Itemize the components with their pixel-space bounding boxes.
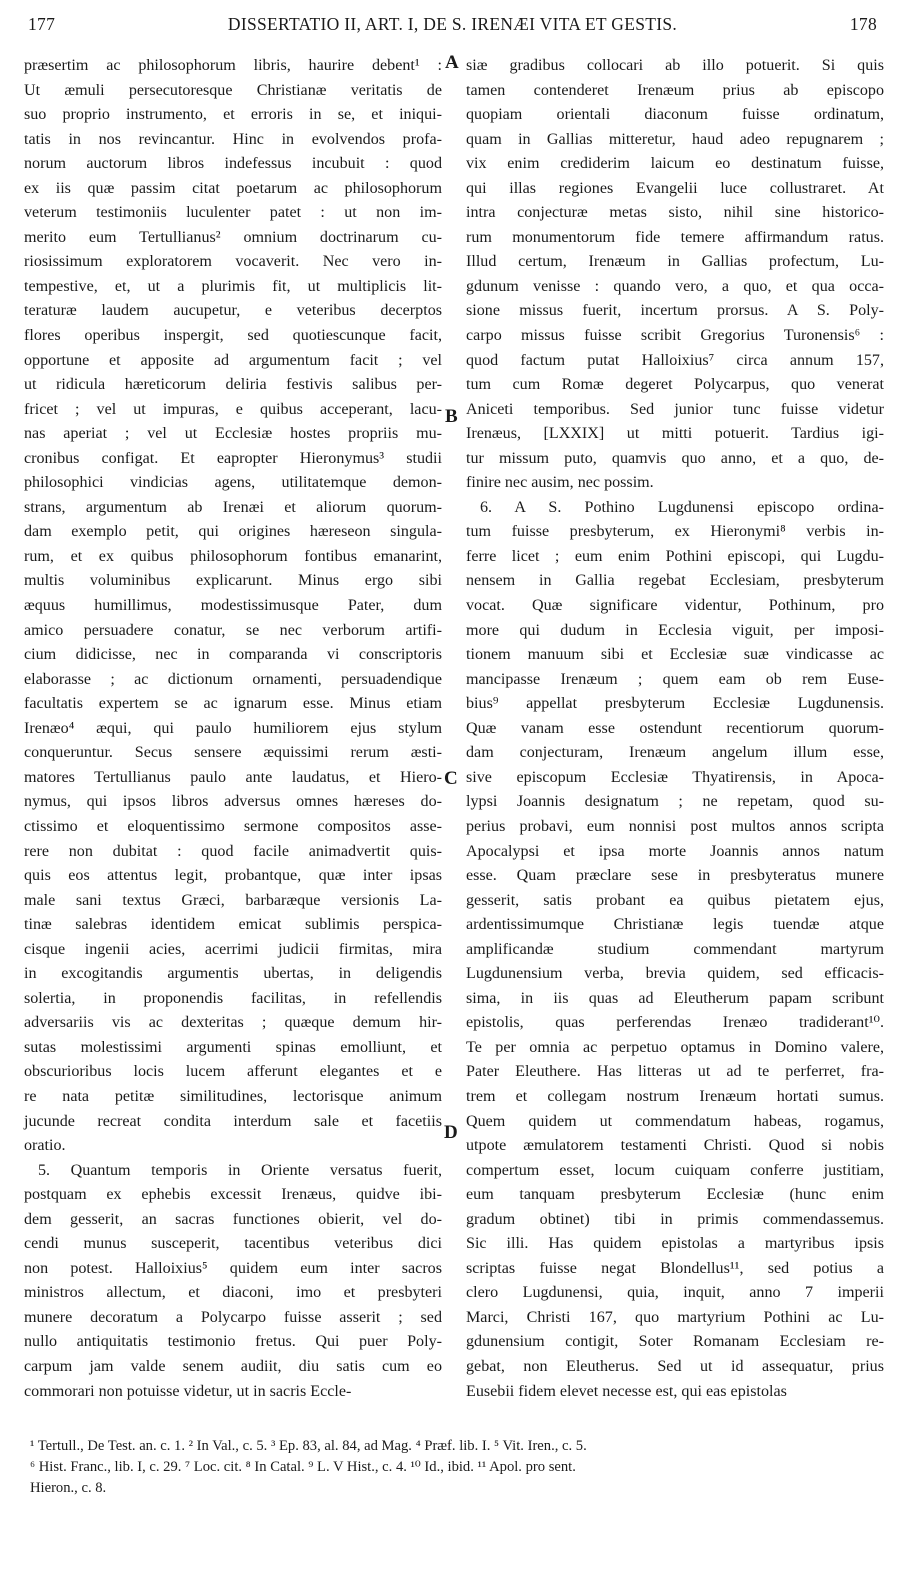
text-line: suo proprio instrumento, et erroris in se, et iniqui- xyxy=(24,106,442,124)
text-line: gesserit, satis probant ea quibus pietatem ejus, xyxy=(466,891,884,909)
text-line: flores operibus inspergit, sed quotiescunque facit, xyxy=(24,327,442,345)
text-line: philosophici vindicias agens, utilitatemque demon- xyxy=(24,474,442,492)
text-line: male sani textus Græci, barbaræque versionis La- xyxy=(24,891,442,909)
text-line: utpote æmulatorem testamenti Christi. Quod si nobis xyxy=(466,1137,884,1155)
text-line: vix enim crediderim laicum eo destinatum fuisse, xyxy=(466,155,884,173)
text-line: trem et collegam nostrum Irenæum hortati sumus. xyxy=(466,1087,884,1105)
text-line: mancipasse Irenæum ; quem eam ob rem Euse- xyxy=(466,670,884,688)
text-line: intra conjecturæ metas sisto, nihil sine historico- xyxy=(466,204,884,222)
text-line: more qui dudum in Ecclesia viguit, per imposi- xyxy=(466,621,884,639)
text-line: cronibus configat. Et eapropter Hieronymus³ studii xyxy=(24,449,442,467)
text-line: esse. Quam præclare sese in presbyteratus munere xyxy=(466,867,884,885)
text-line: tinæ salebras identidem emicat sublimis perspica- xyxy=(24,916,442,934)
text-line: æquus humillimus, modestissimusque Pater, dum xyxy=(24,597,442,615)
text-line: Te per omnia ac perpetuo optamus in Domino valere, xyxy=(466,1038,884,1056)
text-line: solertia, in proponendis facilitas, in refellendis xyxy=(24,989,442,1007)
text-line: fricet ; vel ut impuras, e quibus acceperant, lacu- xyxy=(24,400,442,418)
text-line: 5. Quantum temporis in Oriente versatus fuerit, xyxy=(38,1161,442,1179)
text-line: ferre licet ; eum enim Pothini episcopi, qui Lugdu- xyxy=(466,547,884,565)
text-line: perius probavi, eum nonnisi post multos annos scripta xyxy=(466,817,884,835)
text-line: gdunum venisse : quando vero, a quo, et qua occa- xyxy=(466,277,884,295)
text-line: gradum obtinet) tibi in primis commendassemus. xyxy=(466,1210,884,1228)
text-line: Quem quidem ut commendatum habeas, rogamus, xyxy=(466,1112,884,1130)
text-line: ardentissimumque Christianæ legis tuendæ atque xyxy=(466,916,884,934)
text-line: conqueruntur. Secus sensere æquissimi rerum æsti- xyxy=(24,744,442,762)
text-line: vocat. Quæ significare videntur, Pothinum, pro xyxy=(466,597,884,615)
text-line: nensem in Gallia regebat Ecclesiam, presbyterum xyxy=(466,572,884,590)
text-line: Illud certum, Irenæum in Gallias profectum, Lu- xyxy=(466,253,884,271)
text-line: tatis in nos revincantur. Hinc in evolvendos profa- xyxy=(24,130,442,148)
text-line: rum monumentorum fide temere affirmandum ratus. xyxy=(466,228,884,246)
text-line: epistolis, quas perferendas Irenæo tradiderant¹⁰. xyxy=(466,1014,884,1032)
text-line: obscurioribus locis lucem afferunt elegantes et e xyxy=(24,1063,442,1081)
text-line: Ut æmuli persecutoresque Christianæ veritatis de xyxy=(24,81,442,99)
text-line: clero Lugdunensi, quia, inquit, anno 7 imperii xyxy=(466,1284,884,1302)
text-line: cendi munus susceperit, tacentibus veteribus dici xyxy=(24,1235,442,1253)
text-line: multis voluminibus explicarunt. Minus ergo sibi xyxy=(24,572,442,590)
text-line: gdunensium contigit, Soter Romanam Ecclesiam re- xyxy=(466,1333,884,1351)
page-number-left: 177 xyxy=(28,14,56,34)
left-column xyxy=(24,54,442,1404)
text-line: jucunde recreat condita interdum sale et facetiis xyxy=(24,1112,442,1130)
text-line: bius⁹ appellat presbyterum Ecclesiæ Lugdunensis. xyxy=(466,695,884,713)
text-line: sive episcopum Ecclesiæ Thyatirensis, in Apoca- xyxy=(466,768,884,786)
text-line: dam exemplo petit, qui origines hæreseon singula- xyxy=(24,523,442,541)
text-line: Marci, Christi 167, quo martyrium Pothini ac Lu- xyxy=(466,1308,884,1326)
text-line: carpo missus fuisse scribit Gregorius Turonensis⁶ : xyxy=(466,327,884,345)
text-line: in excogitandis argumentis ubertas, in deligendis xyxy=(24,965,442,983)
text-line: Irenæus, [LXXIX] ut mitti potuerit. Tardius igi- xyxy=(466,425,884,443)
text-line: sima, in iis quas ad Eleutherum papam scribunt xyxy=(466,989,884,1007)
text-line: Apocalypsi et ipsa morte Joannis annos natum xyxy=(466,842,884,860)
margin-marker-b: B xyxy=(445,406,458,427)
text-line: tum fuisse presbyterum, ex Hieronymi⁸ verbis in- xyxy=(466,523,884,541)
footnote-line: ¹ Tertull., De Test. an. c. 1. ² In Val., c. 5. ³ Ep. 83, al. 84, ad Mag. ⁴ Præf. lib. I. ⁵ Vit. Iren., c. 5. xyxy=(30,1438,587,1454)
text-line: tamen contenderet Irenæum prius ab episcopo xyxy=(466,81,884,99)
text-line: ut ridicula hæreticorum deliria festivis salibus per- xyxy=(24,376,442,394)
text-line: strans, argumentum ab Irenæi et aliorum quorum- xyxy=(24,498,442,516)
text-line: cium didicisse, nec in comparanda vi conscriptoris xyxy=(24,646,442,664)
text-line: sione missus fuerit, incertum prorsus. A S. Poly- xyxy=(466,302,884,320)
text-line: Lugdunensium verba, brevia quidem, sed efficacis- xyxy=(466,965,884,983)
text-line: cisque ingenii acies, acerrimi judicii firmitas, mira xyxy=(24,940,442,958)
text-line: quis eos attentus legit, probantque, quæ inter ipsas xyxy=(24,867,442,885)
text-line: rum, et ex quibus philosophorum fontibus emanarint, xyxy=(24,547,442,565)
text-line: veterum testimoniis luculenter patet : ut non im- xyxy=(24,204,442,222)
text-line: nullo antiquitatis testimonio fretus. Qui puer Poly- xyxy=(24,1333,442,1351)
margin-marker-a: A xyxy=(445,52,459,73)
text-line: adversariis vis ac dexteritas ; quæque demum hir- xyxy=(24,1014,442,1032)
text-line: tur missum puto, quamvis quo anno, et a quo, de- xyxy=(466,449,884,467)
text-line: elaborasse ; ac dictionum ornamenti, persuadendique xyxy=(24,670,442,688)
text-line: scriptas fuisse negat Blondellus¹¹, sed potius a xyxy=(466,1259,884,1277)
text-line: ctissimo et eloquentissimo sermone compositos asse- xyxy=(24,817,442,835)
text-line: ministros allectum, et diaconi, imo et presbyteri xyxy=(24,1284,442,1302)
text-line: dem gesserit, an sacras functiones obierit, vel do- xyxy=(24,1210,442,1228)
text-line: quopiam orientali diaconum fuisse ordinatum, xyxy=(466,106,884,124)
text-line: riosissimum exploratorem vocaverit. Nec vero in- xyxy=(24,253,442,271)
right-column xyxy=(466,54,884,1404)
text-line: re nata petitæ similitudines, lectorisque animum xyxy=(24,1087,442,1105)
text-line: nas aperiat ; vel ut Ecclesiæ hostes propriis mu- xyxy=(24,425,442,443)
text-line: munere decoratum a Polycarpo fuisse asserit ; sed xyxy=(24,1308,442,1326)
text-line: finire nec ausim, nec possim. xyxy=(466,474,654,492)
text-line: postquam ex ephebis excessit Irenæus, quidve ibi- xyxy=(24,1186,442,1204)
text-line: amplificandæ studium commendant martyrum xyxy=(466,940,884,958)
margin-marker-c: C xyxy=(444,768,458,789)
text-line: compertum esset, locum cuiquam conferre justitiam, xyxy=(466,1161,884,1179)
text-line: tempestive, et, ut a plurimis fit, ut multiplicis lit- xyxy=(24,277,442,295)
text-line: nymus, qui ipsos libros adversus omnes hæreses do- xyxy=(24,793,442,811)
text-line: sutas molestissimi argumenti spinas emolliunt, et xyxy=(24,1038,442,1056)
footnote-line: ⁶ Hist. Franc., lib. I, c. 29. ⁷ Loc. cit. ⁸ In Catal. ⁹ L. V Hist., c. 4. ¹⁰ Id., ibid. ¹¹ Apol. pro sent. xyxy=(30,1459,576,1475)
margin-marker-d: D xyxy=(444,1122,458,1143)
text-line: amico persuadere conatur, se nec verborum artifi- xyxy=(24,621,442,639)
text-line: quam in Gallias mitteretur, haud adeo repugnarem ; xyxy=(466,130,884,148)
footnote-line: Hieron., c. 8. xyxy=(30,1480,107,1496)
text-line: tum cum Romæ degeret Polycarpus, quo venerat xyxy=(466,376,884,394)
text-line: gebat, non Eleutherus. Sed ut id assequatur, prius xyxy=(466,1357,884,1375)
text-line: matores Tertullianus paulo ante laudatus, et Hiero- xyxy=(24,768,442,786)
text-line: facultatis expertem se ac ignarum esse. Minus etiam xyxy=(24,695,442,713)
text-line: norum auctorum libros indefessus incubuit : quod xyxy=(24,155,442,173)
text-line: ex iis quæ passim citat poetarum ac philosophorum xyxy=(24,179,442,197)
text-line: tionem manuum sibi et Ecclesiæ suæ vindicasse ac xyxy=(466,646,884,664)
text-line: qui illas regiones Evangelii luce collustraret. At xyxy=(466,179,884,197)
text-line: siæ gradibus collocari ab illo potuerit. Si quis xyxy=(466,57,884,74)
text-line: Eusebii fidem elevet necesse est, qui eas epistolas xyxy=(466,1382,787,1400)
text-line: carpum jam valde senem audiit, diu satis cum eo xyxy=(24,1357,442,1375)
text-line: eum tanquam presbyterum Ecclesiæ (hunc enim xyxy=(466,1186,884,1204)
text-line: dam conjecturam, Irenæum angelum illum esse, xyxy=(466,744,884,762)
text-line: Irenæo⁴ æqui, qui paulo humiliorem ejus stylum xyxy=(24,719,442,737)
text-line: teraturæ laudem aucupetur, e veteribus decerptos xyxy=(24,302,442,320)
text-line: non potest. Halloixius⁵ quidem eum inter sacros xyxy=(24,1259,442,1277)
running-title: DISSERTATIO II, ART. I, DE S. IRENÆI VITA ET GESTIS. xyxy=(227,14,678,34)
text-line: commorari non potuisse videtur, ut in sacris Eccle- xyxy=(24,1382,352,1400)
text-line: Quæ vanam esse ostendunt recentiorum quorum- xyxy=(466,719,884,737)
text-line: Pater Eleuthere. Has litteras ut ad te perferret, fra- xyxy=(466,1063,884,1081)
text-line: quod factum putat Halloixius⁷ circa annum 157, xyxy=(466,351,884,369)
text-line: Sic illi. Has quidem epistolas a martyribus ipsis xyxy=(466,1235,884,1253)
text-line: rere non dubitat : quod facile animadvertit quis- xyxy=(24,842,442,860)
text-line: opportune et apposite ad argumentum facit ; vel xyxy=(24,351,442,369)
text-line: Aniceti temporibus. Sed junior tunc fuisse videtur xyxy=(466,400,884,418)
text-line: merito eum Tertullianus² omnium doctrinarum cu- xyxy=(24,228,442,246)
text-line: 6. A S. Pothino Lugdunensi episcopo ordina- xyxy=(480,498,884,516)
text-line: præsertim ac philosophorum libris, haurire debent¹ : xyxy=(24,57,442,74)
text-line: oratio. xyxy=(24,1137,66,1155)
text-line: lypsi Joannis designatum ; ne repetam, quod su- xyxy=(466,793,884,811)
running-header xyxy=(28,14,877,40)
footnotes xyxy=(30,1436,882,1499)
page-number-right: 178 xyxy=(849,14,877,34)
